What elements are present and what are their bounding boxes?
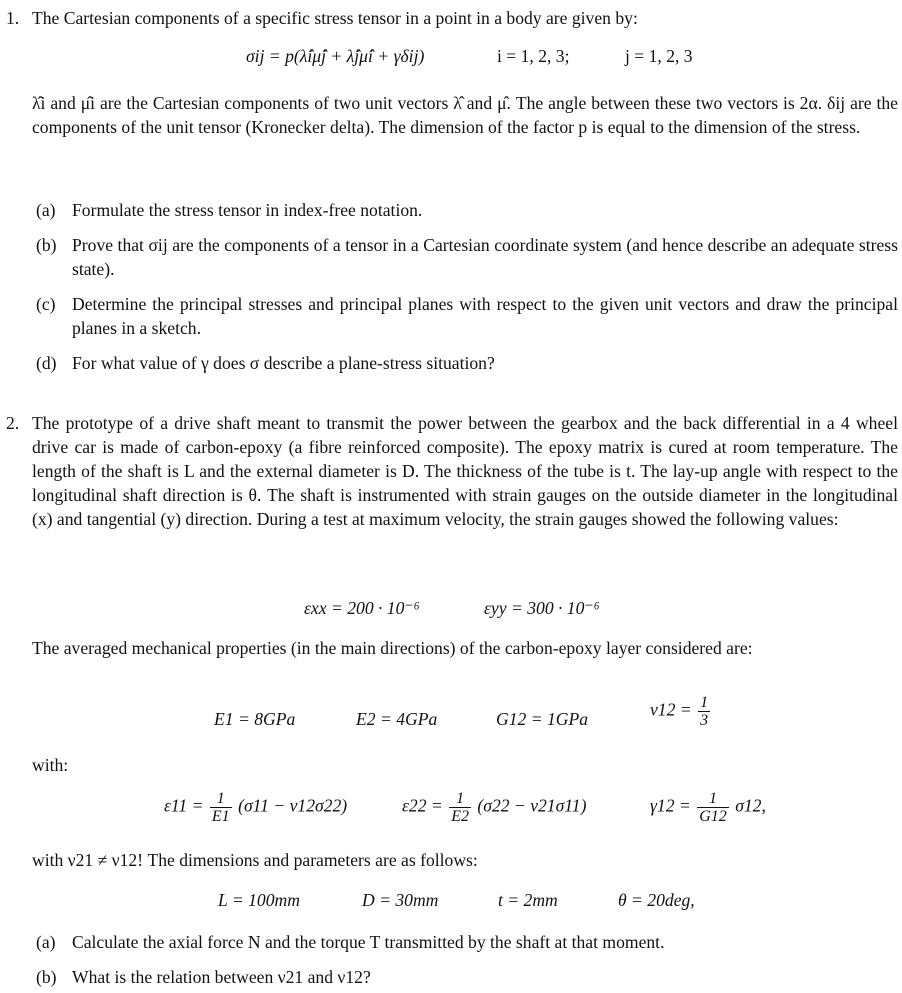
eps11-denominator: E1 xyxy=(211,808,230,825)
part-1d-label: (d) xyxy=(36,353,57,373)
eps22-denominator: E2 xyxy=(451,808,469,825)
nu12-lhs: ν12 = xyxy=(650,699,692,720)
problem-2-intro: The prototype of a drive shaft meant to transmit the power between the gearbox and the back differential in a 4 wheel drive car is made of carbon-epoxy (a fibre reinforced composite). The epoxy matrix is cured at room temperature. The length of the shaft is L and the external diameter is D. The thickness of the tube is t. The lay-up angle with respect to the longitudinal shaft direction is θ. The shaft is instrumented with strain gauges on the outside diameter in the longitudinal (x) and tangential (y) direction. During a test at maximum velocity, the strain gauges showed the following values: xyxy=(32,413,898,529)
part-1c-text: Determine the principal stresses and principal planes with respect to the given unit vectors and draw the principal planes in a sketch. xyxy=(72,294,898,338)
poisson-ratio-nu12 xyxy=(650,694,712,729)
eps11-fraction xyxy=(210,790,232,825)
shear-modulus-g12: G12 = 1GPa xyxy=(496,709,589,729)
gamma12-fraction xyxy=(697,790,729,825)
with-label: with: xyxy=(32,755,69,775)
nu12-denominator: 3 xyxy=(700,712,709,729)
part-1d-text: For what value of γ does σ describe a plane-stress situation? xyxy=(72,353,495,373)
gamma12-rhs: σ12, xyxy=(735,795,766,816)
stress-tensor-equation: σij = p(λ̂iμ̂j + λ̂jμ̂i + γδij) xyxy=(246,46,425,66)
eps11-rhs: (σ11 − ν12σ22) xyxy=(238,795,348,816)
part-1b-text: Prove that σij are the components of a tensor in a Cartesian coordinate system (and hence describe an adequate stress state). xyxy=(72,235,898,279)
strain-xx: εxx = 200 · 10⁻⁶ xyxy=(304,598,420,618)
eps22-lhs: ε22 = xyxy=(402,795,443,816)
problem-1-explanation: λ̂i and μ̂i are the Cartesian components of two unit vectors λ̂ and μ̂. The angle between these two vectors is 2α. δij are the components of the unit tensor (Kronecker delta). The dimension of the factor p is equal to the dimension of the stress. xyxy=(32,93,898,137)
param-theta: θ = 20deg, xyxy=(618,890,695,910)
modulus-e2: E2 = 4GPa xyxy=(356,709,438,729)
part-1a-text: Formulate the stress tensor in index-free notation. xyxy=(72,200,423,220)
param-length: L = 100mm xyxy=(218,890,300,910)
part-2b-text: What is the relation between ν21 and ν12? xyxy=(72,967,371,987)
index-j-range: j = 1, 2, 3 xyxy=(625,46,693,66)
strain-yy: εyy = 300 · 10⁻⁶ xyxy=(484,598,600,618)
nu12-fraction xyxy=(698,694,710,729)
index-i-range: i = 1, 2, 3; xyxy=(497,46,570,66)
problem-1-intro: The Cartesian components of a specific stress tensor in a point in a body are given by: xyxy=(32,8,638,28)
eps11-lhs: ε11 = xyxy=(164,795,204,816)
part-2a-text: Calculate the axial force N and the torque T transmitted by the shaft at that moment. xyxy=(72,932,665,952)
eps22-numerator: 1 xyxy=(449,790,471,808)
part-1b-label: (b) xyxy=(36,235,57,255)
param-thickness: t = 2mm xyxy=(498,890,558,910)
gamma12-denominator: G12 xyxy=(699,808,727,825)
modulus-e1: E1 = 8GPa xyxy=(214,709,296,729)
param-diameter: D = 30mm xyxy=(362,890,439,910)
eps22-relation xyxy=(402,790,586,825)
eps11-numerator: 1 xyxy=(210,790,232,808)
part-2b-label: (b) xyxy=(36,967,57,987)
problem-1-number: 1. xyxy=(6,8,20,28)
eps22-fraction xyxy=(449,790,471,825)
eps11-relation xyxy=(164,790,347,825)
gamma12-numerator: 1 xyxy=(697,790,729,808)
part-1c-label: (c) xyxy=(36,294,56,314)
eps22-rhs: (σ22 − ν21σ11) xyxy=(477,795,587,816)
part-1a-label: (a) xyxy=(36,200,56,220)
dimensions-intro: with ν21 ≠ ν12! The dimensions and parameters are as follows: xyxy=(32,850,478,870)
part-2a-label: (a) xyxy=(36,932,56,952)
gamma12-relation xyxy=(650,790,766,825)
nu12-numerator: 1 xyxy=(700,694,709,711)
gamma12-lhs: γ12 = xyxy=(650,795,691,816)
problem-2-number: 2. xyxy=(6,413,20,433)
properties-intro: The averaged mechanical properties (in the main directions) of the carbon-epoxy layer considered are: xyxy=(32,638,753,658)
